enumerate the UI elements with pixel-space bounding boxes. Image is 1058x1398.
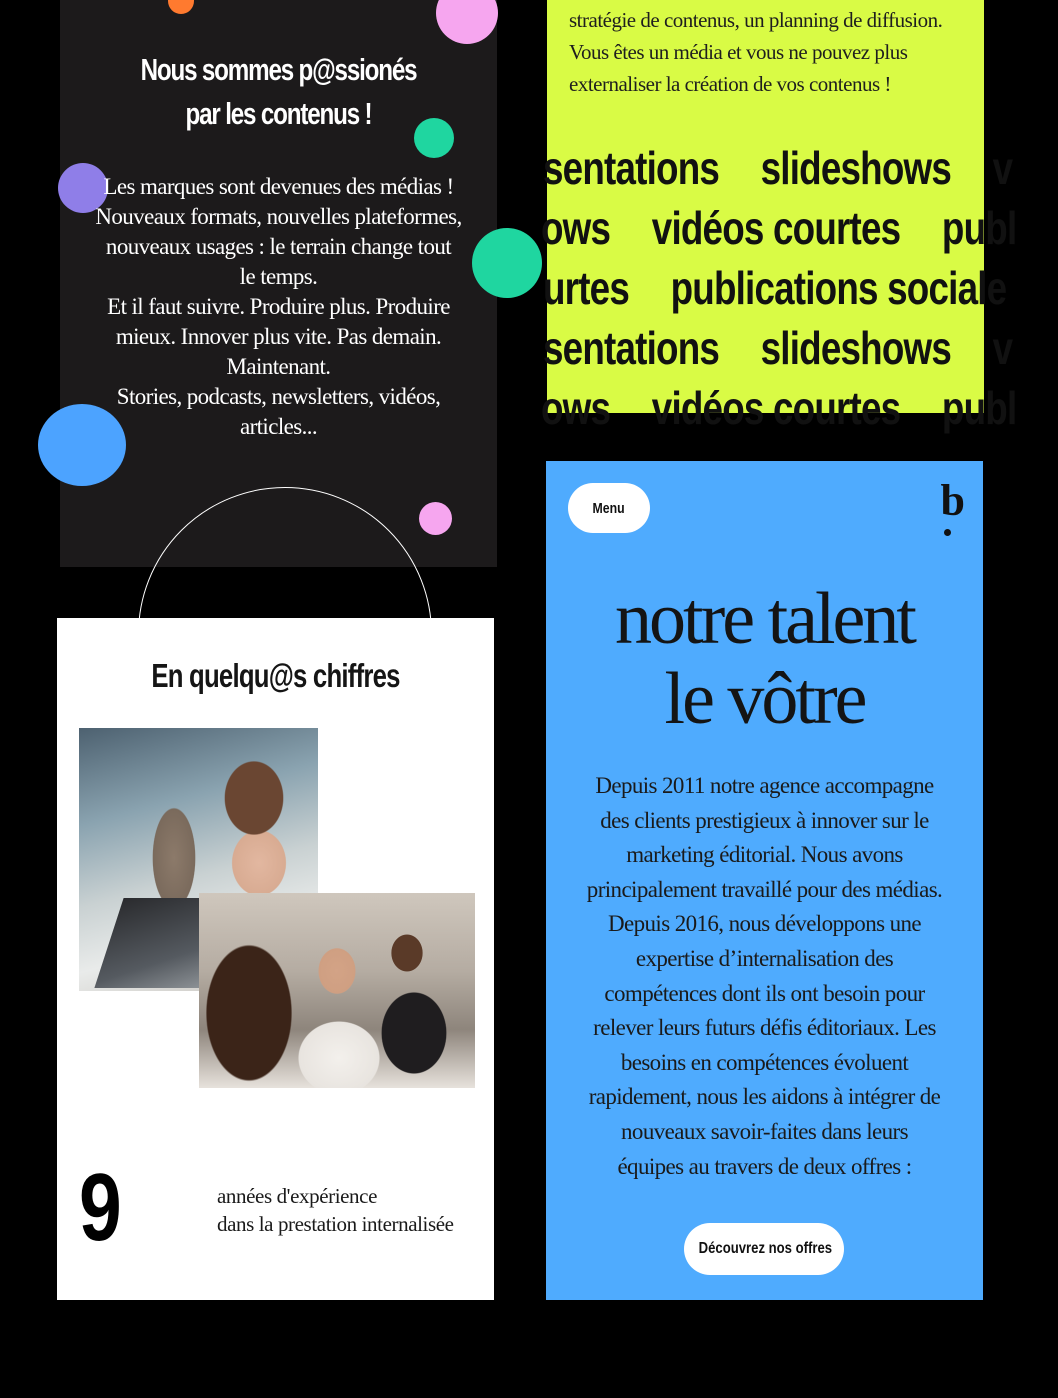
- discover-offers-label: Découvrez nos offres: [698, 1240, 833, 1257]
- ticker-word: publ: [941, 202, 1017, 254]
- stat-number: 9: [79, 1154, 122, 1261]
- menu-button-label: Menu: [592, 499, 626, 517]
- formats-panel: [541, 0, 1017, 434]
- talent-body-line: relever leurs futurs défis éditoriaux. Les: [593, 1015, 936, 1041]
- passion-body-text: [90, 172, 467, 442]
- talent-body-line: des clients prestigieux à innover sur le: [600, 807, 929, 833]
- talent-body-line: besoins en compétences évoluent: [620, 1049, 909, 1075]
- talent-body-line: nouveaux savoir-faites dans leurs: [621, 1118, 908, 1144]
- logo-dot-icon: [944, 529, 951, 536]
- passion-body-line: Les marques sont devenues des médias !: [103, 174, 454, 199]
- ticker-word: v: [992, 322, 1013, 374]
- ticker-word: slideshows: [760, 322, 952, 374]
- formats-intro-line: stratégie de contenus, un planning de diffusion.: [569, 8, 943, 32]
- stats-title: En quelqu@s chiffres: [151, 657, 400, 694]
- talent-body-line: Depuis 2011 notre agence accompagne: [595, 773, 934, 798]
- ticker-word: sentations: [543, 142, 720, 194]
- ticker-row: [543, 138, 1013, 198]
- teal-half-dot-decoration: [472, 228, 542, 298]
- talent-body-line: équipes au travers de deux offres :: [617, 1153, 912, 1179]
- pink-dot-decoration: [436, 0, 498, 44]
- passion-body-line: Stories, podcasts, newsletters, vidéos,: [116, 384, 441, 409]
- talent-body-line: expertise d’internalisation des: [635, 945, 894, 971]
- ticker-word: ows: [541, 202, 611, 254]
- brand-logo[interactable]: b: [940, 476, 965, 525]
- ticker-row: [541, 378, 1017, 438]
- formats-intro-text: [569, 4, 974, 100]
- formats-intro-line: Vous êtes un média et vous ne pouvez plus: [569, 40, 908, 64]
- talent-title: [546, 579, 983, 739]
- ticker-word: vidéos courtes: [651, 202, 901, 254]
- passion-body-line: le temps.: [239, 264, 318, 289]
- ticker-word: publications sociale: [670, 262, 1007, 314]
- talent-body-line: compétences dont ils ont besoin pour: [604, 980, 925, 1006]
- ticker-row: [543, 318, 1013, 378]
- talent-title-line: le vôtre: [664, 658, 865, 740]
- stat-label: [217, 1182, 454, 1238]
- talent-panel: [546, 461, 983, 1300]
- ticker-word: slideshows: [760, 142, 952, 194]
- talent-title-line: notre talent: [615, 578, 914, 660]
- pink-small-dot-decoration: [419, 502, 452, 535]
- formats-intro-line: externaliser la création de vos contenus !: [569, 72, 891, 96]
- formats-ticker: [541, 138, 1017, 438]
- ticker-word: publ: [941, 382, 1017, 434]
- ticker-row: [543, 258, 1007, 318]
- menu-button[interactable]: [568, 483, 650, 533]
- talent-body-line: rapidement, nous les aidons à intégrer de: [588, 1084, 941, 1110]
- orange-dot-decoration: [168, 0, 194, 14]
- ticker-word: urtes: [543, 262, 629, 314]
- passion-title-line: Nous sommes p@ssionés: [140, 52, 417, 87]
- passion-body-line: Nouveaux formats, nouvelles plateformes,: [95, 204, 462, 229]
- stat-number: 10: [79, 1284, 165, 1391]
- passion-title-line: par les contenus !: [185, 96, 372, 131]
- ticker-row: [541, 198, 1017, 258]
- ticker-word: vidéos courtes: [651, 382, 901, 434]
- stats-panel: [57, 618, 494, 1391]
- stat-label-line: années d'expérience: [217, 1184, 378, 1208]
- talent-body-text: [572, 769, 957, 1184]
- passion-body-line: articles...: [239, 414, 318, 439]
- team-photo-office: [199, 893, 475, 1088]
- passion-body-line: Maintenant.: [226, 354, 331, 379]
- passion-body-line: Et il faut suivre. Produire plus. Produire: [107, 294, 450, 319]
- ticker-word: v: [992, 142, 1013, 194]
- talent-body-line: marketing éditorial. Nous avons: [626, 842, 903, 868]
- talent-body-line: principalement travaillé pour des médias.: [586, 876, 943, 902]
- passion-panel: [60, 0, 497, 567]
- passion-body-line: mieux. Innover plus vite. Pas demain.: [115, 324, 442, 349]
- talent-body-line: Depuis 2016, nous développons une: [607, 911, 922, 937]
- ticker-word: ows: [541, 382, 611, 434]
- stat-label-line: dans la prestation internalisée: [217, 1212, 454, 1236]
- ticker-word: sentations: [543, 322, 720, 374]
- passion-title: [108, 48, 449, 136]
- discover-offers-button[interactable]: [684, 1223, 844, 1275]
- passion-body-line: nouveaux usages : le terrain change tout: [105, 234, 452, 259]
